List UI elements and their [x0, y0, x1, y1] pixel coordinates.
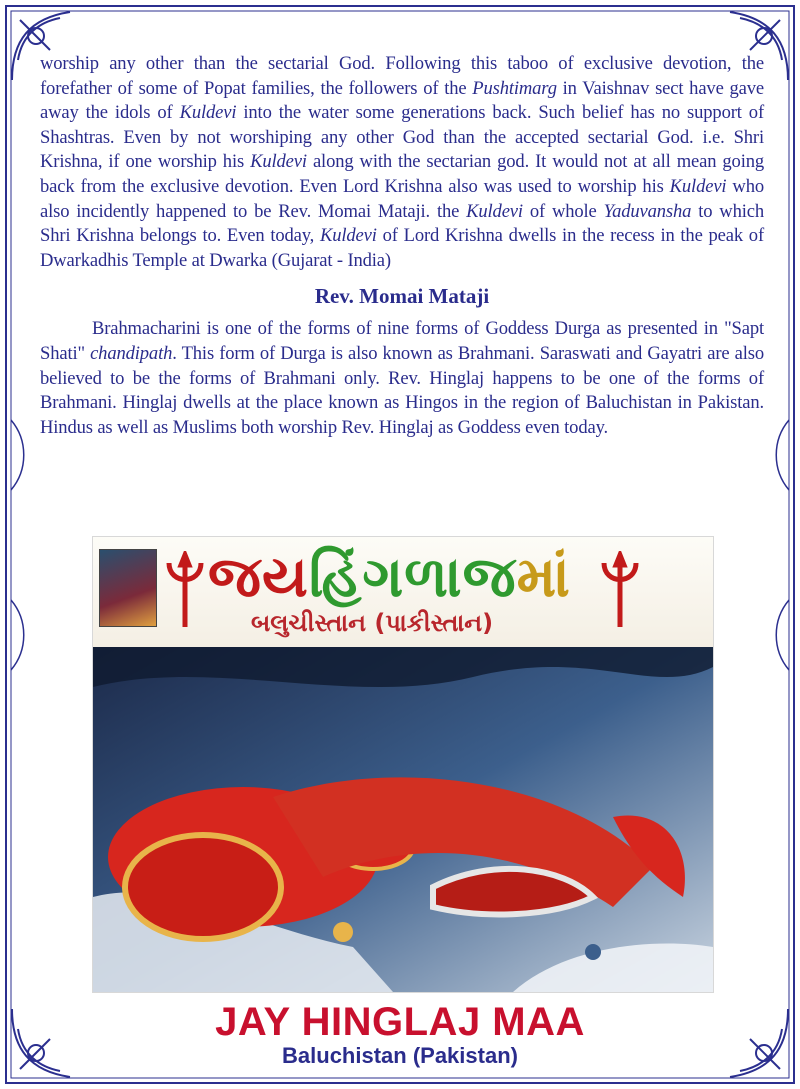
temple-photo	[92, 536, 714, 993]
section-paragraph: Brahmacharini is one of the forms of nine forms of Goddess Durga as presented in "Sapt Shati" chandipath. This form of Durga is also known as Brahmani. Saraswati and Gayatri are also believed to be the forms of Brahmani only. Rev. Hinglaj happens to be one of the forms of Brahmani. Hinglaj dwells at the place known as Hingos in the region of Baluchistan in Pakistan. Hindus as well as Muslims both worship Rev. Hinglaj as Goddess even today.	[40, 318, 764, 438]
caption-title: JAY HINGLAJ MAA	[215, 1000, 585, 1044]
section-heading: Rev. Momai Mataji	[314, 284, 490, 309]
caption-subtitle: Baluchistan (Pakistan)	[282, 1043, 518, 1068]
banner-title: જયહિંગળાજમાં	[208, 545, 571, 610]
trident-icon	[596, 551, 644, 629]
photo-banner	[93, 537, 713, 647]
intro-paragraph: worship any other than the sectarial God. Following this taboo of exclusive devotion, the forefather of some of Popat families, the followers of the Pushtimarg in Vaishnav sect have gave away the idols of Kuldevi into the water some generations back. Such belief has no support of Shashtras. Even by not worshiping any other God than the accepted sectarial God. i.e. Shri Krishna, if one worship his Kuldevi along with the sectarian god. It would not at all mean going back from the exclusive devotion. Even Lord Krishna also was used to worship his Kuldevi who also incidently happened to be Rev. Momai Mataji. the Kuldevi of whole Yaduvansha to which Shri Krishna belongs to. Even today, Kuldevi of Lord Krishna dwells in the recess in the peak of Dwarkadhis Temple at Dwarka (Gujarat - India)	[40, 53, 765, 271]
side-ornament-right	[776, 420, 789, 670]
side-ornament-left	[11, 420, 24, 670]
shrine-scene	[93, 647, 713, 992]
trident-icon	[161, 551, 209, 629]
banner-subtitle: બલુચીસ્તાન (પાકીસ્તાન)	[251, 609, 494, 637]
goddess-image	[99, 549, 157, 627]
page-body	[40, 52, 764, 440]
